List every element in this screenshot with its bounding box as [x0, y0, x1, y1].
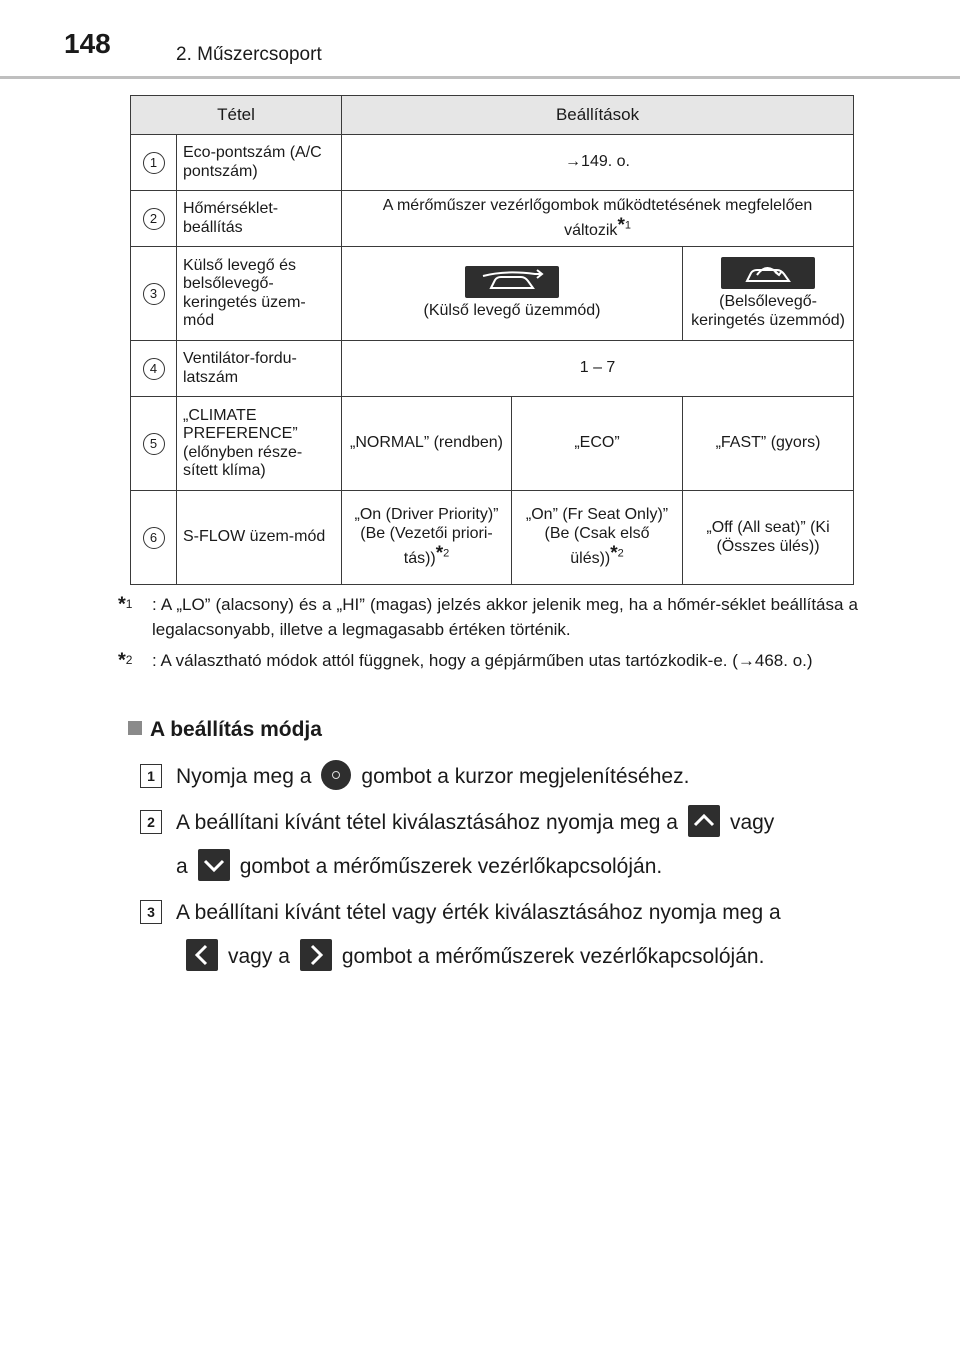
row-value-option: „Off (All seat)” (Ki (Összes ülés)) [683, 491, 854, 585]
down-arrow-button-icon [198, 849, 230, 881]
option-label: (Külső levegő üzemmód) [423, 302, 601, 320]
asterisk-icon: * [435, 543, 444, 565]
row-number: 6 [143, 527, 165, 549]
row-value-option [683, 247, 854, 341]
row-item: Külső levegő és belsőlevegő-keringetés üzem-mód [177, 247, 342, 341]
step-text: A beállítani kívánt tétel vagy érték kiválasztásához nyomja meg a [176, 901, 781, 924]
section-heading [128, 718, 322, 742]
col-header-item: Tétel [131, 96, 342, 135]
left-arrow-button-icon [186, 939, 218, 971]
footnote-ref: 2 [617, 547, 624, 560]
step-text: gombot a mérőműszerek vezérlőkapcsolóján. [239, 855, 663, 878]
settings-table [130, 95, 854, 585]
row-value: →149. o. [342, 135, 854, 191]
up-arrow-button-icon [688, 805, 720, 837]
asterisk-icon: * [617, 215, 625, 236]
chapter-title: 2. Műszercsoport [176, 44, 322, 65]
table-row [131, 135, 854, 191]
row-number: 1 [143, 152, 165, 174]
table-row [131, 341, 854, 397]
header-divider [0, 76, 960, 79]
step-text: A beállítani kívánt tétel kiválasztásához nyomja meg a [176, 811, 678, 834]
option-label: „On” (Fr Seat Only)” (Be (Csak első ülés)) [525, 506, 669, 568]
step-text: vagy a [228, 945, 290, 968]
step-number: 3 [140, 900, 162, 924]
row-value-option: „FAST” (gyors) [683, 397, 854, 491]
footnote-ref: 1 [624, 219, 631, 232]
step-3 [140, 891, 856, 979]
row-value-option: „ECO” [512, 397, 683, 491]
table-row [131, 397, 854, 491]
instruction-steps [140, 755, 856, 981]
row-item: Ventilátor-fordu-latszám [177, 341, 342, 397]
row-value-option [512, 491, 683, 585]
row-item: Eco-pontszám (A/C pontszám) [177, 135, 342, 191]
footnote-number: 2 [125, 653, 133, 667]
step-number: 2 [140, 810, 162, 834]
row-value-option [342, 491, 512, 585]
row-item: „CLIMATE PREFERENCE” (előnyben része-sített klíma) [177, 397, 342, 491]
asterisk-icon: * [610, 543, 618, 565]
footnote-text: : A választható módok attól függnek, hogy a gépjárműben utas tartózkodik-e. (→468. o.) [152, 651, 813, 670]
section-title-text: A beállítás módja [150, 718, 322, 741]
footnote [118, 592, 858, 642]
footnote-number: 1 [125, 597, 133, 611]
outside-air-icon [465, 266, 559, 298]
ok-button-icon [321, 760, 351, 790]
step-1 [140, 755, 856, 799]
step-text: gombot a mérőműszerek vezérlőkapcsolóján. [341, 945, 765, 968]
col-header-settings: Beállítások [342, 96, 854, 135]
row-number: 5 [143, 433, 165, 455]
page-header [0, 0, 960, 80]
footnote [118, 648, 858, 673]
asterisk-icon: * [118, 593, 126, 616]
step-text: Nyomja meg a [176, 765, 312, 788]
row-value: 1 – 7 [342, 341, 854, 397]
step-2 [140, 801, 856, 889]
right-arrow-button-icon [300, 939, 332, 971]
row-item: S-FLOW üzem-mód [177, 491, 342, 585]
table-header-row [131, 96, 854, 135]
option-label: (Belsőlevegő-keringetés üzemmód) [691, 293, 845, 329]
option-label: „On (Driver Priority)” (Be (Vezetői priori-tás)) [354, 506, 499, 568]
row-value [342, 191, 854, 247]
row-item: Hőmérséklet-beállítás [177, 191, 342, 247]
table-row [131, 247, 854, 341]
recirculation-icon [721, 257, 815, 289]
row-value-option [342, 247, 683, 341]
table-row [131, 491, 854, 585]
step-number: 1 [140, 764, 162, 788]
table-row [131, 191, 854, 247]
page-number: 148 [64, 28, 111, 59]
footnote-text: : A „LO” (alacsony) és a „HI” (magas) jelzés akkor jelenik meg, ha a hőmér-séklet beállítása a legalacsonyabb, illetve a legmagasabb értéken történik. [152, 595, 858, 639]
row-number: 2 [143, 208, 165, 230]
row-number: 3 [143, 283, 165, 305]
row-value-text: A mérőműszer vezérlőgombok működtetésének megfelelően változik [382, 196, 813, 239]
row-number: 4 [143, 358, 165, 380]
row-value-option: „NORMAL” (rendben) [342, 397, 512, 491]
footnotes [118, 592, 858, 679]
step-text: a [176, 855, 188, 878]
square-bullet-icon [128, 721, 142, 735]
footnote-ref: 2 [443, 547, 450, 560]
asterisk-icon: * [118, 649, 126, 672]
step-text: gombot a kurzor megjelenítéséhez. [361, 765, 690, 788]
step-text: vagy [729, 811, 775, 834]
